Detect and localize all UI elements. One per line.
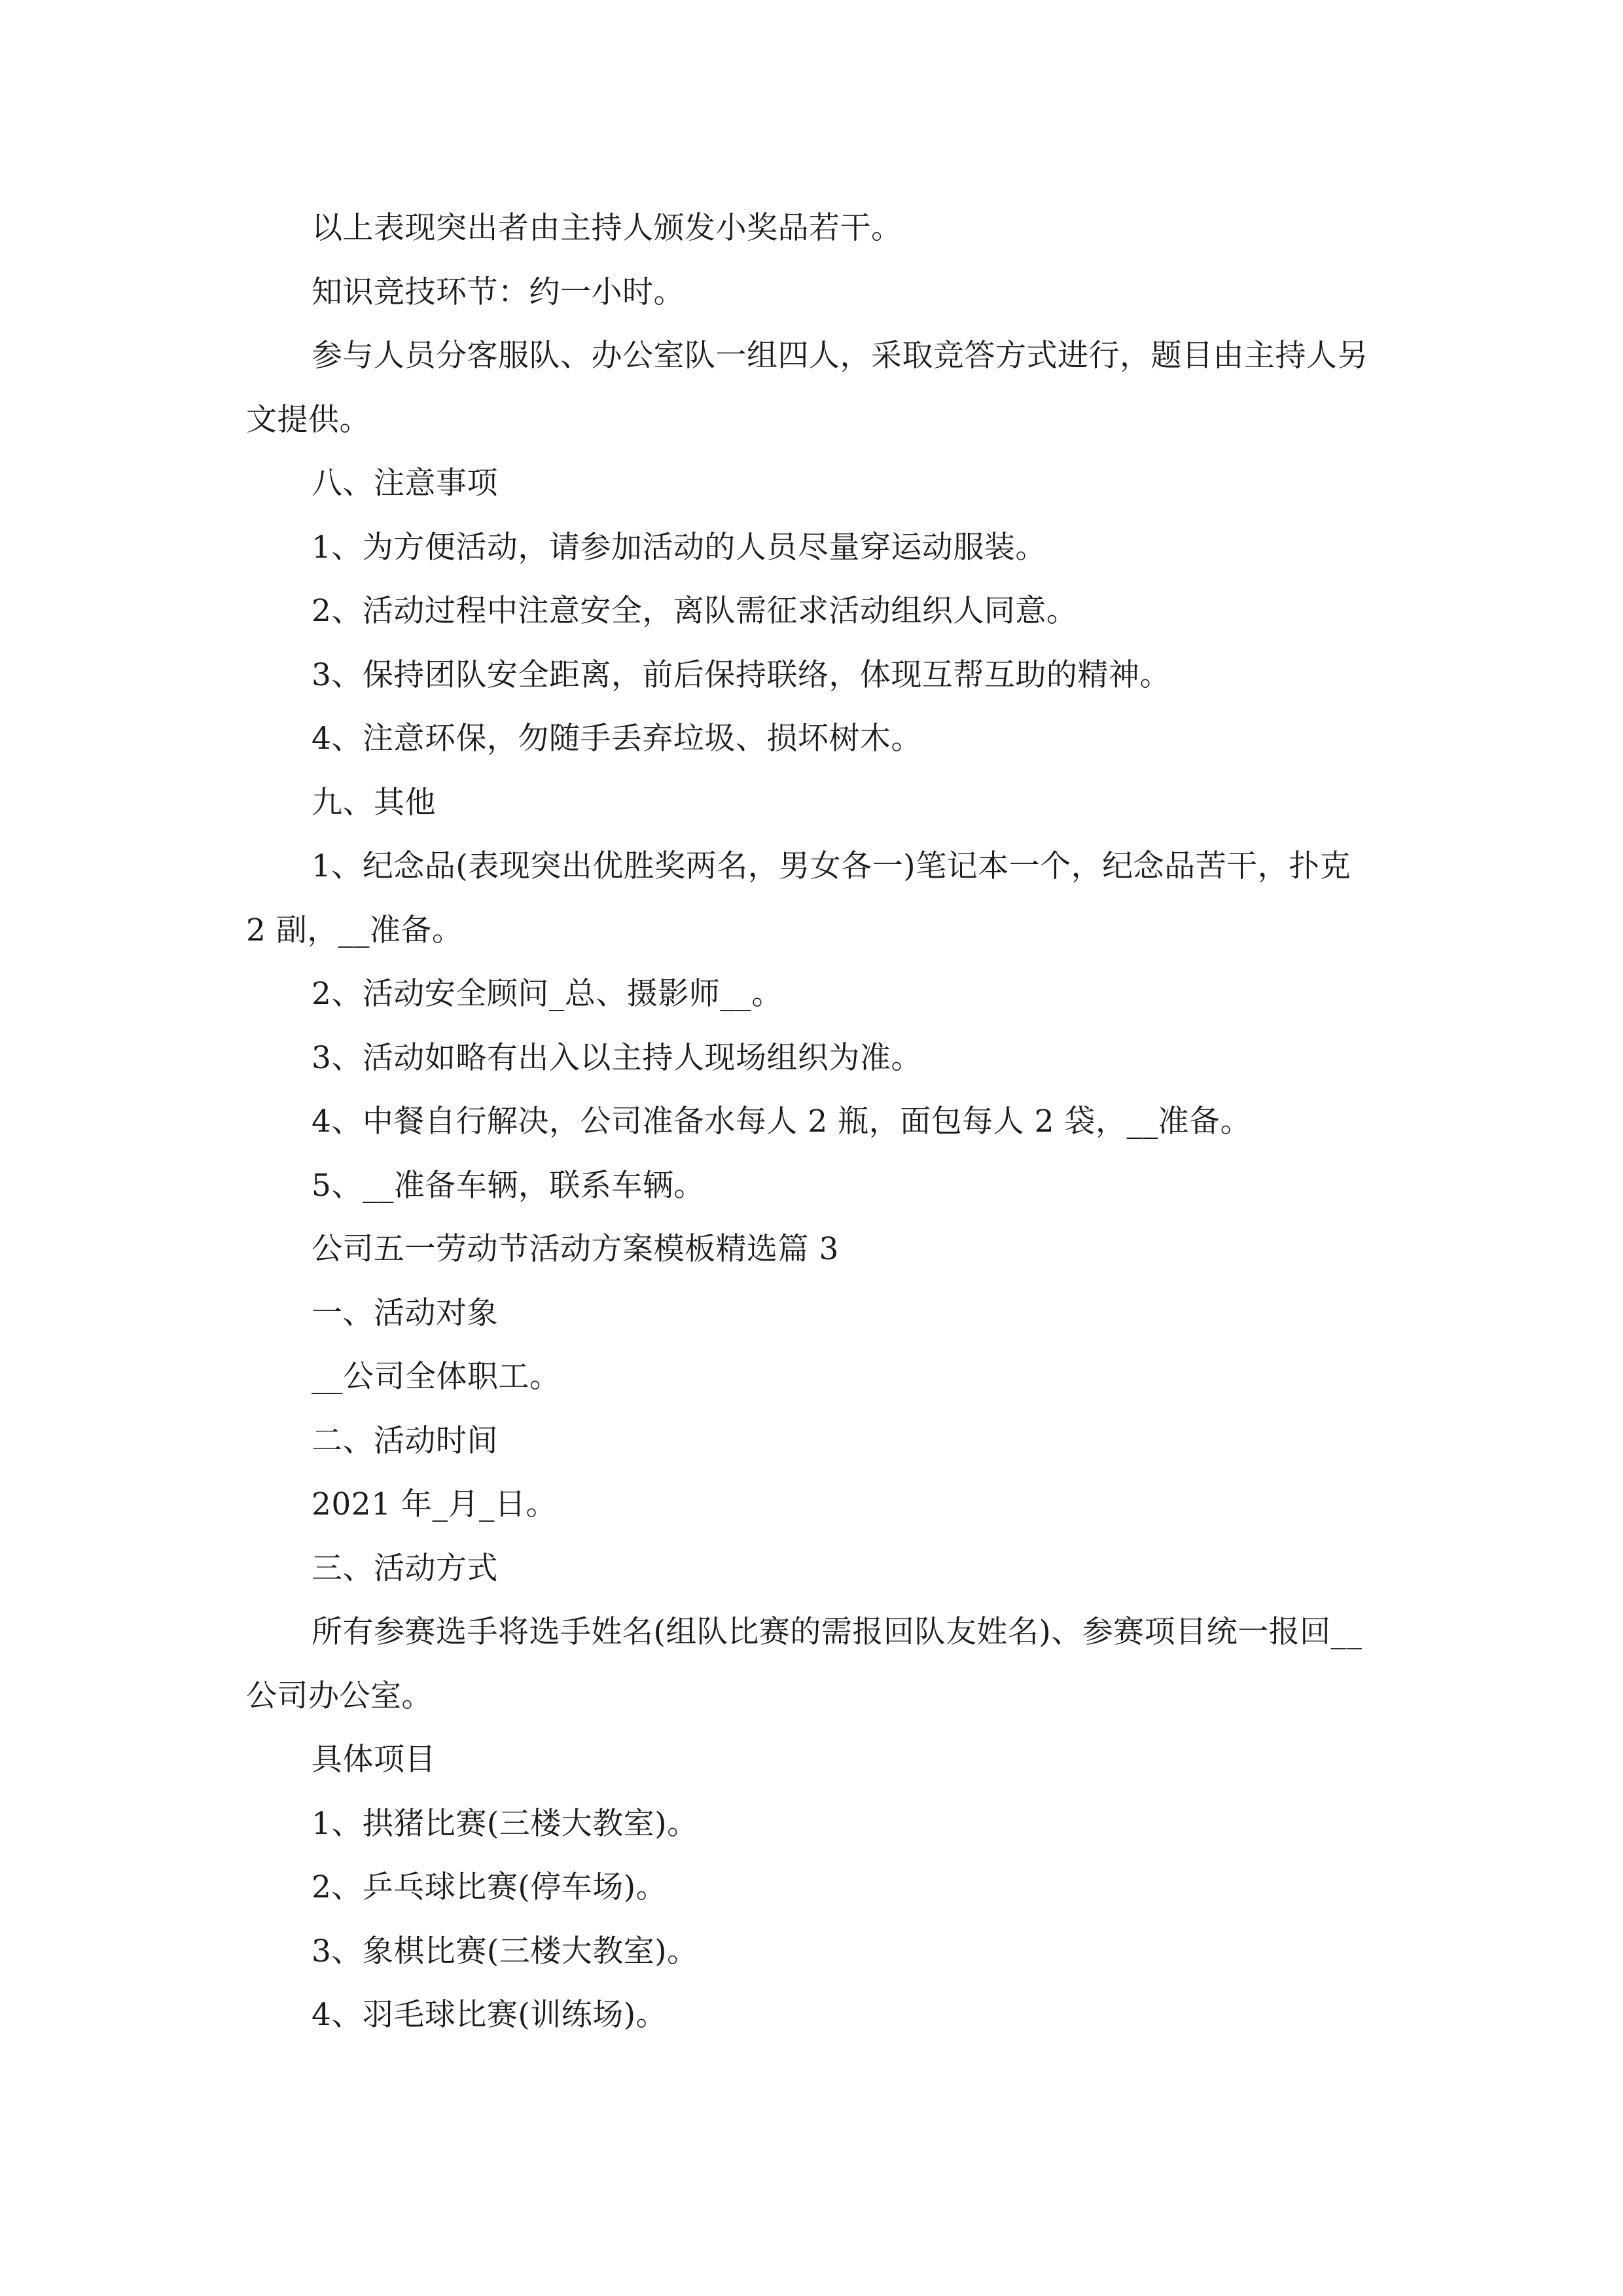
document-body [246, 196, 1378, 2047]
paragraph: 所有参赛选手将选手姓名(组队比赛的需报回队友姓名)、参赛项目统一报回__公司办公室。 [246, 1614, 1363, 1714]
list-item: 3、象棋比赛(三楼大教室)。 [312, 1933, 698, 1969]
list-item: 4、中餐自行解决，公司准备水每人 2 瓶，面包每人 2 袋，__准备。 [312, 1103, 1251, 1139]
list-item: 2、活动过程中注意安全，离队需征求活动组织人同意。 [312, 593, 1078, 629]
paragraph: 2021 年_月_日。 [312, 1486, 558, 1522]
section-heading: 八、注意事项 [312, 465, 498, 501]
list-item: 2、乒乓球比赛(停车场)。 [312, 1869, 668, 1905]
paragraph: 知识竞技环节：约一小时。 [312, 274, 685, 310]
section-heading: 二、活动时间 [312, 1422, 498, 1459]
section-heading: 三、活动方式 [312, 1550, 498, 1587]
list-item: 3、保持团队安全距离，前后保持联络，体现互帮互助的精神。 [312, 656, 1171, 693]
list-item: 2、活动安全顾问_总、摄影师__。 [312, 976, 783, 1012]
list-item: 3、活动如略有出入以主持人现场组织为准。 [312, 1039, 922, 1076]
paragraph: __公司全体职工。 [312, 1359, 561, 1395]
list-item: 4、羽毛球比赛(训练场)。 [312, 1997, 668, 2033]
list-item: 5、__准备车辆，联系车辆。 [312, 1167, 705, 1204]
list-item: 1、拱猪比赛(三楼大教室)。 [312, 1805, 698, 1842]
list-item: 1、为方便活动，请参加活动的人员尽量穿运动服装。 [312, 529, 1046, 565]
section-heading: 一、活动对象 [312, 1295, 498, 1331]
chapter-title: 公司五一劳动节活动方案模板精选篇 3 [312, 1231, 839, 1267]
list-item: 1、纪念品(表现突出优胜奖两名，男女各一)笔记本一个，纪念品苦干，扑克 2 副，__准备。 [246, 848, 1351, 948]
list-item: 4、注意环保，勿随手丢弃垃圾、损坏树木。 [312, 721, 922, 757]
paragraph: 参与人员分客服队、办公室队一组四人，采取竞答方式进行，题目由主持人另文提供。 [246, 338, 1368, 438]
paragraph: 以上表现突出者由主持人颁发小奖品若干。 [312, 210, 902, 246]
section-heading: 具体项目 [312, 1742, 436, 1778]
section-heading: 九、其他 [312, 784, 436, 821]
